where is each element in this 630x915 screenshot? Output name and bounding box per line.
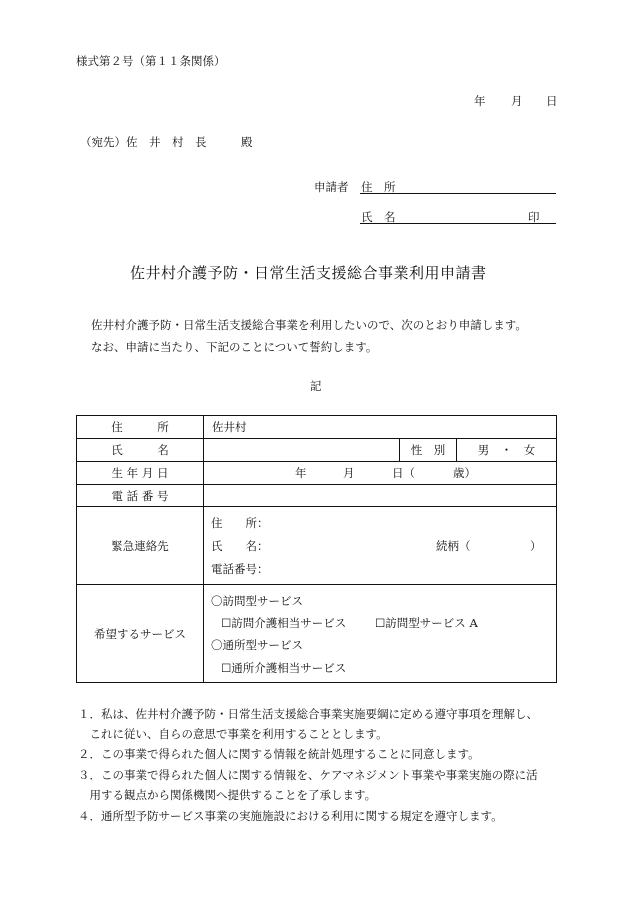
visit-type-radio[interactable]: 〇訪問型サービス bbox=[211, 594, 303, 608]
service-label: 希望するサービス bbox=[77, 585, 204, 683]
recipient-line: （宛先）佐 井 村 長 殿 bbox=[80, 135, 253, 149]
row-services bbox=[77, 585, 557, 683]
date-year-label: 年 bbox=[474, 94, 486, 108]
name-field[interactable] bbox=[204, 439, 400, 462]
services-field bbox=[204, 585, 557, 683]
applicant-label: 申請者 bbox=[314, 180, 349, 194]
applicant-address-label: 住 所 bbox=[361, 180, 396, 194]
emergency-label: 緊急連絡先 bbox=[77, 507, 204, 585]
row-phone bbox=[77, 485, 557, 507]
birthdate-label: 生 年 月 日 bbox=[77, 462, 204, 485]
date-month-label: 月 bbox=[511, 94, 523, 108]
emergency-name-label: 氏 名： bbox=[211, 539, 269, 553]
note-4: ４．通所型予防サービス事業の実施施設における利用に関する規定を遵守します。 bbox=[78, 809, 503, 823]
visit-a-checkbox[interactable]: ☐訪問型サービス A bbox=[375, 616, 478, 630]
daycare-type-radio[interactable]: 〇通所型サービス bbox=[211, 638, 303, 652]
gender-options[interactable]: 男 ・ 女 bbox=[457, 439, 557, 462]
form-number: 様式第２号（第１１条関係） bbox=[76, 54, 226, 68]
visit-equivalent-checkbox[interactable]: ☐訪問介護相当サービス bbox=[221, 616, 347, 630]
note-3-line-1: ３．この事業で得られた個人に関する情報を、ケアマネジメント事業や事業実施の際に活 bbox=[78, 768, 538, 782]
document-title: 佐井村介護予防・日常生活支援総合事業利用申請書 bbox=[130, 264, 487, 282]
seal-mark: 印 bbox=[528, 210, 540, 224]
birth-year-label: 年 bbox=[295, 466, 307, 480]
birth-day-label: 日（ bbox=[392, 466, 415, 480]
ki-heading: 記 bbox=[310, 379, 322, 393]
applicant-address-field[interactable] bbox=[360, 193, 556, 194]
application-table bbox=[76, 415, 557, 683]
applicant-name-field[interactable] bbox=[360, 223, 556, 224]
note-1-line-1: １．私は、佐井村介護予防・日常生活支援総合事業実施要綱に定める遵守事項を理解し、 bbox=[78, 707, 538, 721]
emergency-field[interactable] bbox=[204, 507, 557, 585]
applicant-name-label: 氏 名 bbox=[361, 210, 396, 224]
intro-line-2: なお、申請に当たり、下記のことについて誓約します。 bbox=[91, 340, 378, 354]
row-address bbox=[77, 416, 557, 439]
date-day-label: 日 bbox=[546, 94, 558, 108]
name-label: 氏 名 bbox=[77, 439, 204, 462]
phone-field[interactable] bbox=[204, 485, 557, 507]
birthdate-field[interactable] bbox=[204, 462, 557, 485]
emergency-address-label: 住 所： bbox=[211, 516, 269, 530]
address-value[interactable]: 佐井村 bbox=[204, 416, 557, 439]
row-name bbox=[77, 439, 557, 462]
emergency-relation-close: ） bbox=[530, 539, 542, 553]
emergency-phone-label: 電話番号： bbox=[211, 562, 269, 576]
note-1-line-2: これに従い、自らの意思で事業を利用することとします。 bbox=[78, 727, 388, 741]
birth-month-label: 月 bbox=[343, 466, 355, 480]
daycare-equivalent-checkbox[interactable]: ☐通所介護相当サービス bbox=[221, 661, 347, 675]
phone-label: 電 話 番 号 bbox=[77, 485, 204, 507]
row-emergency bbox=[77, 507, 557, 585]
row-birthdate bbox=[77, 462, 557, 485]
address-label: 住 所 bbox=[77, 416, 204, 439]
emergency-relation-label: 続柄（ bbox=[436, 539, 471, 553]
gender-label: 性 別 bbox=[400, 439, 457, 462]
intro-line-1: 佐井村介護予防・日常生活支援総合事業を利用したいので、次のとおり申請します。 bbox=[91, 318, 527, 332]
note-2: ２．この事業で得られた個人に関する情報を統計処理することに同意します。 bbox=[78, 747, 480, 761]
birth-age-label: 歳） bbox=[453, 466, 476, 480]
note-3-line-2: 用する観点から関係機関へ提供することを了承します。 bbox=[78, 788, 377, 802]
